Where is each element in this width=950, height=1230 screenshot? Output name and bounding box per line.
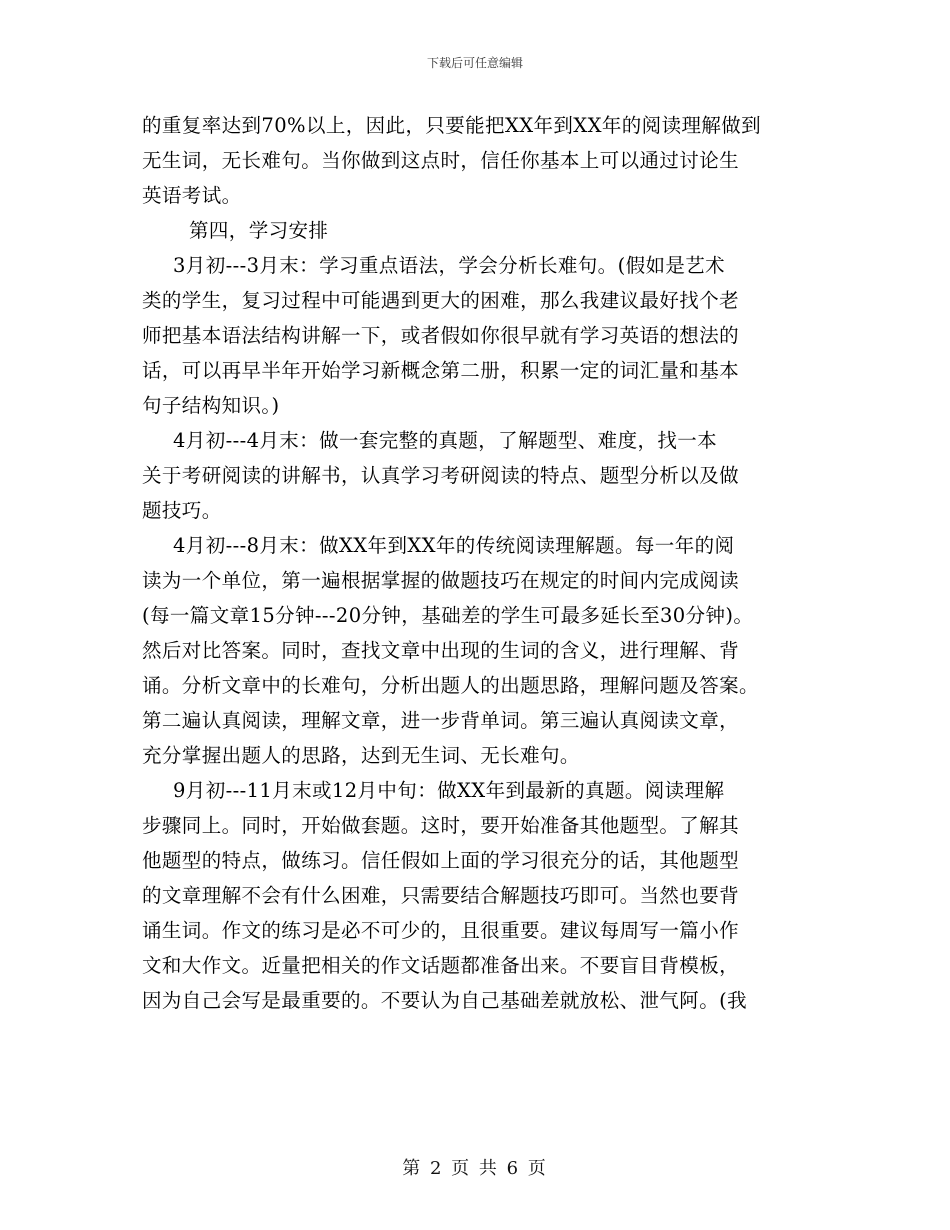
- text-line: 文和大作文。近量把相关的作文话题都准备出来。不要盲目背模板，: [142, 954, 740, 977]
- text-line: 句子结构知识。): [142, 394, 280, 417]
- text-line: 类的学生，复习过程中可能遇到更大的困难，那么我建议最好找个老: [142, 289, 740, 312]
- paragraph-start: 3月初---3月末：学习重点语法，学会分析长难句。(假如是艺术: [173, 254, 726, 277]
- text-line: 读为一个单位，第一遍根据掌握的做题技巧在规定的时间内完成阅读: [142, 569, 740, 592]
- text-line: 英语考试。: [142, 184, 242, 207]
- text-line: 师把基本语法结构讲解一下，或者假如你很早就有学习英语的想法的: [142, 324, 740, 347]
- text-line: 无生词，无长难句。当你做到这点时，信任你基本上可以通过讨论生: [142, 149, 740, 172]
- text-line: 充分掌握出题人的思路，达到无生词、无长难句。: [142, 744, 580, 767]
- document-body: [142, 108, 822, 1018]
- text-line: 诵生词。作文的练习是必不可少的，且很重要。建议每周写一篇小作: [142, 919, 740, 942]
- text-line: 话，可以再早半年开始学习新概念第二册，积累一定的词汇量和基本: [142, 359, 740, 382]
- text-line: 步骤同上。同时，开始做套题。这时，要开始准备其他题型。了解其: [142, 814, 740, 837]
- page-number: 第 2 页 共 6 页: [402, 1158, 548, 1179]
- paragraph-start: 9月初---11月末或12月中旬：做XX年到最新的真题。阅读理解: [173, 779, 725, 802]
- text-line: 因为自己会写是最重要的。不要认为自己基础差就放松、泄气阿。(我: [142, 989, 748, 1012]
- text-line: 第二遍认真阅读，理解文章，进一步背单词。第三遍认真阅读文章，: [142, 709, 740, 732]
- text-line: 关于考研阅读的讲解书，认真学习考研阅读的特点、题型分析以及做: [142, 464, 740, 487]
- text-line: 他题型的特点，做练习。信任假如上面的学习很充分的话，其他题型: [142, 849, 740, 872]
- text-line: 诵。分析文章中的长难句，分析出题人的出题思路，理解问题及答案。: [142, 674, 759, 697]
- text-line: (每一篇文章15分钟---20分钟，基础差的学生可最多延长至30分钟)。: [142, 604, 754, 627]
- paragraph-start: 4月初---8月末：做XX年到XX年的传统阅读理解题。每一年的阅: [173, 534, 735, 557]
- header-note: 下载后可任意编辑: [426, 56, 523, 70]
- section-heading: 第四，学习安排: [189, 219, 329, 242]
- text-line: 的重复率达到70%以上，因此，只要能把XX年到XX年的阅读理解做到: [142, 114, 762, 137]
- text-line: 的文章理解不会有什么困难，只需要结合解题技巧即可。当然也要背: [142, 884, 740, 907]
- text-line: 然后对比答案。同时，查找文章中出现的生词的含义，进行理解、背: [142, 639, 740, 662]
- text-line: 题技巧。: [142, 499, 222, 522]
- paragraph-start: 4月初---4月末：做一套完整的真题，了解题型、难度，找一本: [173, 429, 718, 452]
